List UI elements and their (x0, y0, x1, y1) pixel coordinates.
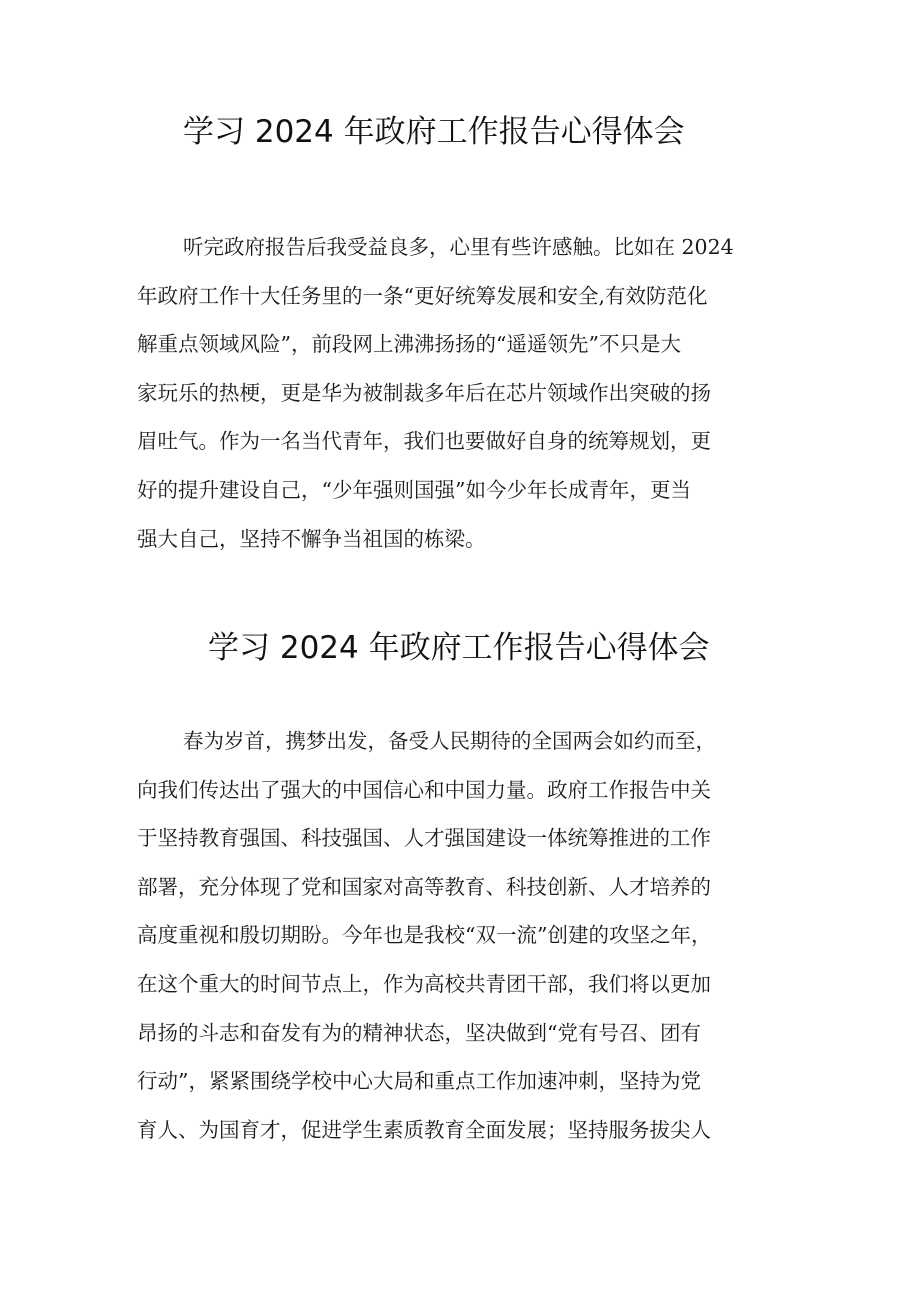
paragraph-line: 好的提升建设自己，“少年强则国强”如今少年长成青年，更当 (137, 477, 691, 502)
paragraph-line: 解重点领域风险”，前段网上沸沸扬扬的“遥遥领先”不只是大 (137, 332, 681, 357)
paragraph-line: 春为岁首，携梦出发，备受人民期待的全国两会如约而至， (183, 729, 716, 753)
paragraph-line: 于坚持教育强国、科技强国、人才强国建设一体统筹推进的工作 (137, 826, 711, 851)
paragraph-line: 家玩乐的热梗，更是华为被制裁多年后在芯片领域作出突破的扬 (137, 380, 711, 405)
paragraph-line: 行动”，紧紧围绕学校中心大局和重点工作加速冲刺，坚持为党 (137, 1069, 701, 1094)
section-2-title: 学习 2024 年政府工作报告心得体会 (208, 630, 710, 666)
section-1-paragraph (137, 223, 789, 563)
paragraph-line: 听完政府报告后我受益良多，心里有些许感触。比如在 2024 (183, 235, 734, 259)
section-1-title: 学习 2024 年政府工作报告心得体会 (183, 114, 685, 150)
paragraph-line: 向我们传达出了强大的中国信心和中国力量。政府工作报告中关 (137, 777, 711, 802)
paragraph-line: 昂扬的斗志和奋发有为的精神状态，坚决做到“党有号召、团有 (137, 1020, 701, 1045)
paragraph-line: 年政府工作十大任务里的一条“更好统筹发展和安全,有效防范化 (137, 283, 708, 308)
section-2-paragraph (137, 717, 789, 1154)
paragraph-line: 高度重视和殷切期盼。今年也是我校“双一流”创建的攻坚之年， (137, 923, 712, 948)
paragraph-line: 在这个重大的时间节点上，作为高校共青团干部，我们将以更加 (137, 971, 711, 996)
paragraph-line: 育人、为国育才，促进学生素质教育全面发展；坚持服务拔尖人 (137, 1117, 711, 1142)
paragraph-line: 部署，充分体现了党和国家对高等教育、科技创新、人才培养的 (137, 874, 711, 899)
paragraph-line: 眉吐气。作为一名当代青年，我们也要做好自身的统筹规划，更 (137, 429, 711, 454)
paragraph-line: 强大自己，坚持不懈争当祖国的栋梁。 (137, 526, 486, 551)
